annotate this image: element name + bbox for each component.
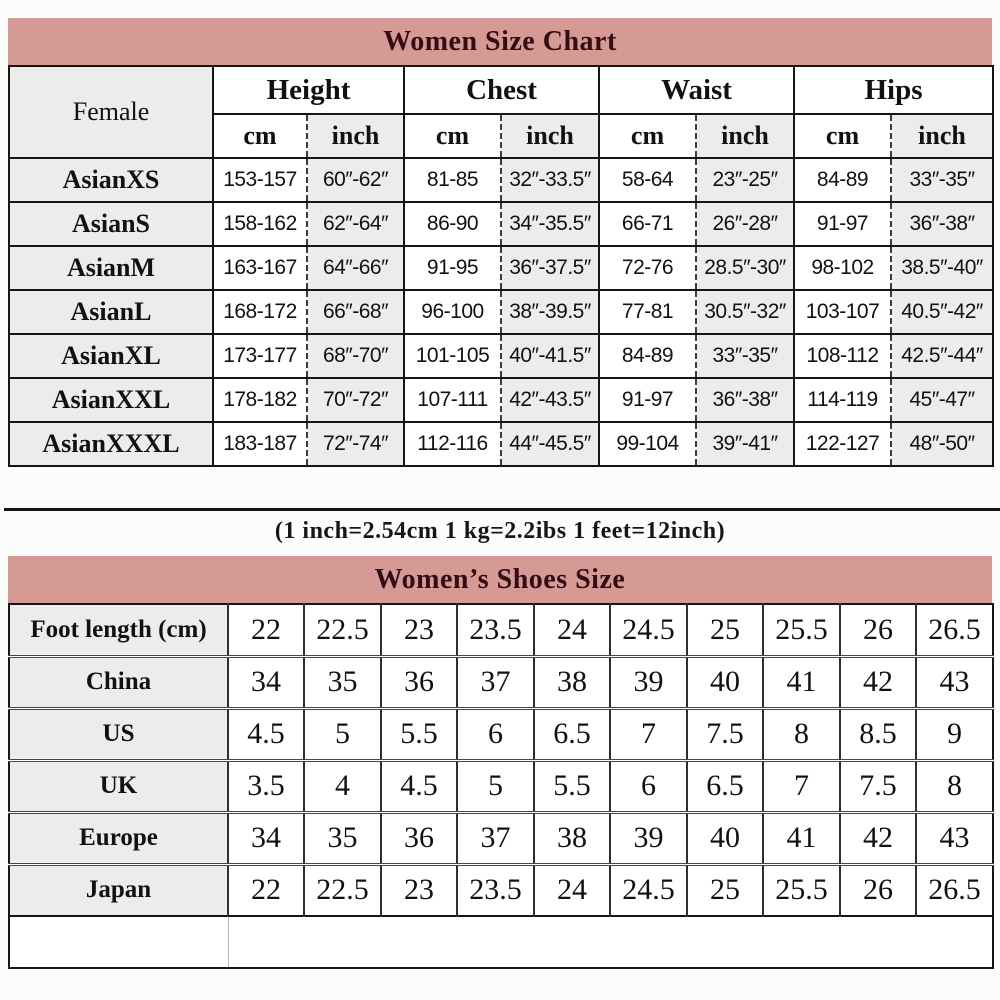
height-cm-cell: 168-172 [213, 290, 307, 334]
shoes-cell: 42 [840, 812, 916, 864]
shoes-cell: 36 [381, 656, 457, 708]
shoes-cell: 40 [687, 812, 763, 864]
hips-cm-cell: 91-97 [794, 202, 891, 246]
shoes-cell: 7.5 [840, 760, 916, 812]
height-cm-cell: 158-162 [213, 202, 307, 246]
hips-cm-cell: 84-89 [794, 158, 891, 202]
shoes-cell: 4 [304, 760, 381, 812]
shoes-cell: 5.5 [534, 760, 610, 812]
empty-cell [9, 916, 228, 968]
shoes-cell: 34 [228, 812, 304, 864]
chest-cm-cell: 96-100 [404, 290, 501, 334]
shoes-cell: 38 [534, 812, 610, 864]
shoes-cell: 24 [534, 604, 610, 656]
shoes-cell: 5.5 [381, 708, 457, 760]
waist-cm-cell: 99-104 [599, 422, 696, 466]
size-label: AsianM [9, 246, 213, 290]
height-cm-cell: 163-167 [213, 246, 307, 290]
shoes-cell: 24.5 [610, 864, 687, 916]
height-inch-cell: 72″-74″ [307, 422, 404, 466]
hips-inch-cell: 33″-35″ [891, 158, 993, 202]
hips-inch-cell: 36″-38″ [891, 202, 993, 246]
shoes-cell: 26.5 [916, 604, 993, 656]
shoes-cell: 26 [840, 864, 916, 916]
shoes-cell: 23 [381, 864, 457, 916]
height-inch-cell: 64″-66″ [307, 246, 404, 290]
hips-inch-cell: 45″-47″ [891, 378, 993, 422]
chest-inch-cell: 36″-37.5″ [501, 246, 599, 290]
chest-inch-cell: 38″-39.5″ [501, 290, 599, 334]
size-label: AsianXL [9, 334, 213, 378]
hips-inch-cell: 38.5″-40″ [891, 246, 993, 290]
waist-inch-cell: 30.5″-32″ [696, 290, 794, 334]
waist-cm-cell: 72-76 [599, 246, 696, 290]
waist-cm-cell: 91-97 [599, 378, 696, 422]
shoes-size-table [8, 603, 994, 969]
shoes-cell: 40 [687, 656, 763, 708]
unit-inch: inch [501, 114, 599, 158]
shoes-cell: 37 [457, 656, 534, 708]
shoes-row-label: UK [9, 760, 228, 812]
height-inch-cell: 62″-64″ [307, 202, 404, 246]
size-row-asianxl [9, 334, 993, 378]
shoes-cell: 41 [763, 812, 840, 864]
shoes-cell: 43 [916, 812, 993, 864]
height-cm-cell: 183-187 [213, 422, 307, 466]
unit-cm: cm [599, 114, 696, 158]
shoes-cell: 35 [304, 656, 381, 708]
height-cm-cell: 173-177 [213, 334, 307, 378]
shoes-cell: 26 [840, 604, 916, 656]
shoes-row-japan [9, 864, 993, 916]
shoes-row-uk [9, 760, 993, 812]
shoes-cell: 43 [916, 656, 993, 708]
shoes-cell: 5 [457, 760, 534, 812]
height-inch-cell: 68″-70″ [307, 334, 404, 378]
waist-inch-cell: 33″-35″ [696, 334, 794, 378]
size-chart-table [8, 65, 994, 467]
shoes-cell: 8.5 [840, 708, 916, 760]
size-row-asianxxl [9, 378, 993, 422]
height-cm-cell: 153-157 [213, 158, 307, 202]
col-header-height: Height [213, 66, 404, 114]
waist-inch-cell: 28.5″-30″ [696, 246, 794, 290]
shoes-row-us [9, 708, 993, 760]
shoes-cell: 25 [687, 864, 763, 916]
hips-inch-cell: 42.5″-44″ [891, 334, 993, 378]
shoes-row-label: Europe [9, 812, 228, 864]
waist-inch-cell: 39″-41″ [696, 422, 794, 466]
shoes-chart-title: Women’s Shoes Size [8, 556, 992, 603]
chest-inch-cell: 34″-35.5″ [501, 202, 599, 246]
shoes-cell: 23.5 [457, 864, 534, 916]
shoes-cell: 3.5 [228, 760, 304, 812]
hips-inch-cell: 48″-50″ [891, 422, 993, 466]
shoes-cell: 23.5 [457, 604, 534, 656]
shoes-cell: 9 [916, 708, 993, 760]
chest-inch-cell: 32″-33.5″ [501, 158, 599, 202]
chest-cm-cell: 112-116 [404, 422, 501, 466]
unit-cm: cm [213, 114, 307, 158]
shoes-cell: 22 [228, 604, 304, 656]
empty-cell [228, 916, 993, 968]
waist-cm-cell: 84-89 [599, 334, 696, 378]
shoes-row-europe [9, 812, 993, 864]
chest-inch-cell: 42″-43.5″ [501, 378, 599, 422]
shoes-cell: 39 [610, 812, 687, 864]
shoes-row-label: US [9, 708, 228, 760]
shoes-cell: 23 [381, 604, 457, 656]
waist-inch-cell: 26″-28″ [696, 202, 794, 246]
chest-cm-cell: 91-95 [404, 246, 501, 290]
shoes-row-china [9, 656, 993, 708]
unit-inch: inch [696, 114, 794, 158]
shoes-cell: 4.5 [228, 708, 304, 760]
shoes-cell: 36 [381, 812, 457, 864]
shoes-cell: 5 [304, 708, 381, 760]
waist-inch-cell: 36″-38″ [696, 378, 794, 422]
hips-cm-cell: 98-102 [794, 246, 891, 290]
unit-inch: inch [307, 114, 404, 158]
size-label: AsianXXL [9, 378, 213, 422]
hips-inch-cell: 40.5″-42″ [891, 290, 993, 334]
hips-cm-cell: 122-127 [794, 422, 891, 466]
shoes-cell: 41 [763, 656, 840, 708]
size-label: AsianL [9, 290, 213, 334]
shoes-cell: 25.5 [763, 864, 840, 916]
shoes-cell: 4.5 [381, 760, 457, 812]
waist-cm-cell: 77-81 [599, 290, 696, 334]
hips-cm-cell: 103-107 [794, 290, 891, 334]
col-header-hips: Hips [794, 66, 993, 114]
chest-inch-cell: 40″-41.5″ [501, 334, 599, 378]
size-row-asianm [9, 246, 993, 290]
size-chart-header-row [9, 66, 993, 114]
shoes-cell: 22 [228, 864, 304, 916]
size-row-asianxs [9, 158, 993, 202]
waist-inch-cell: 23″-25″ [696, 158, 794, 202]
chest-cm-cell: 81-85 [404, 158, 501, 202]
shoes-cell: 6 [457, 708, 534, 760]
shoes-cell: 34 [228, 656, 304, 708]
shoes-cell: 37 [457, 812, 534, 864]
chest-cm-cell: 101-105 [404, 334, 501, 378]
shoes-cell: 24.5 [610, 604, 687, 656]
col-header-chest: Chest [404, 66, 599, 114]
chest-inch-cell: 44″-45.5″ [501, 422, 599, 466]
shoes-cell: 39 [610, 656, 687, 708]
shoes-cell: 38 [534, 656, 610, 708]
size-chart-title: Women Size Chart [8, 18, 992, 65]
height-cm-cell: 178-182 [213, 378, 307, 422]
shoes-cell: 42 [840, 656, 916, 708]
size-label: AsianXXXL [9, 422, 213, 466]
shoes-cell: 22.5 [304, 864, 381, 916]
chest-cm-cell: 107-111 [404, 378, 501, 422]
size-row-asians [9, 202, 993, 246]
shoes-row-label: Foot length (cm) [9, 604, 228, 656]
shoes-cell: 8 [916, 760, 993, 812]
shoes-cell: 6.5 [534, 708, 610, 760]
unit-cm: cm [404, 114, 501, 158]
size-row-asianl [9, 290, 993, 334]
shoes-cell: 7 [763, 760, 840, 812]
size-label: AsianS [9, 202, 213, 246]
size-label: AsianXS [9, 158, 213, 202]
shoes-cell: 8 [763, 708, 840, 760]
shoes-cell: 25.5 [763, 604, 840, 656]
height-inch-cell: 66″-68″ [307, 290, 404, 334]
height-inch-cell: 70″-72″ [307, 378, 404, 422]
shoes-row-empty [9, 916, 993, 968]
shoes-row-label: China [9, 656, 228, 708]
col-header-waist: Waist [599, 66, 794, 114]
shoes-cell: 26.5 [916, 864, 993, 916]
height-inch-cell: 60″-62″ [307, 158, 404, 202]
chest-cm-cell: 86-90 [404, 202, 501, 246]
hips-cm-cell: 114-119 [794, 378, 891, 422]
shoes-cell: 35 [304, 812, 381, 864]
waist-cm-cell: 58-64 [599, 158, 696, 202]
shoes-row-label: Japan [9, 864, 228, 916]
shoes-cell: 7 [610, 708, 687, 760]
shoes-row-foot-length [9, 604, 993, 656]
shoes-cell: 6 [610, 760, 687, 812]
conversion-note: (1 inch=2.54cm 1 kg=2.2ibs 1 feet=12inch) [274, 518, 726, 544]
hips-cm-cell: 108-112 [794, 334, 891, 378]
unit-inch: inch [891, 114, 993, 158]
shoes-cell: 7.5 [687, 708, 763, 760]
unit-cm: cm [794, 114, 891, 158]
corner-cell: Female [9, 66, 213, 158]
shoes-cell: 22.5 [304, 604, 381, 656]
waist-cm-cell: 66-71 [599, 202, 696, 246]
shoes-cell: 24 [534, 864, 610, 916]
shoes-cell: 6.5 [687, 760, 763, 812]
size-row-asianxxxl [9, 422, 993, 466]
shoes-cell: 25 [687, 604, 763, 656]
